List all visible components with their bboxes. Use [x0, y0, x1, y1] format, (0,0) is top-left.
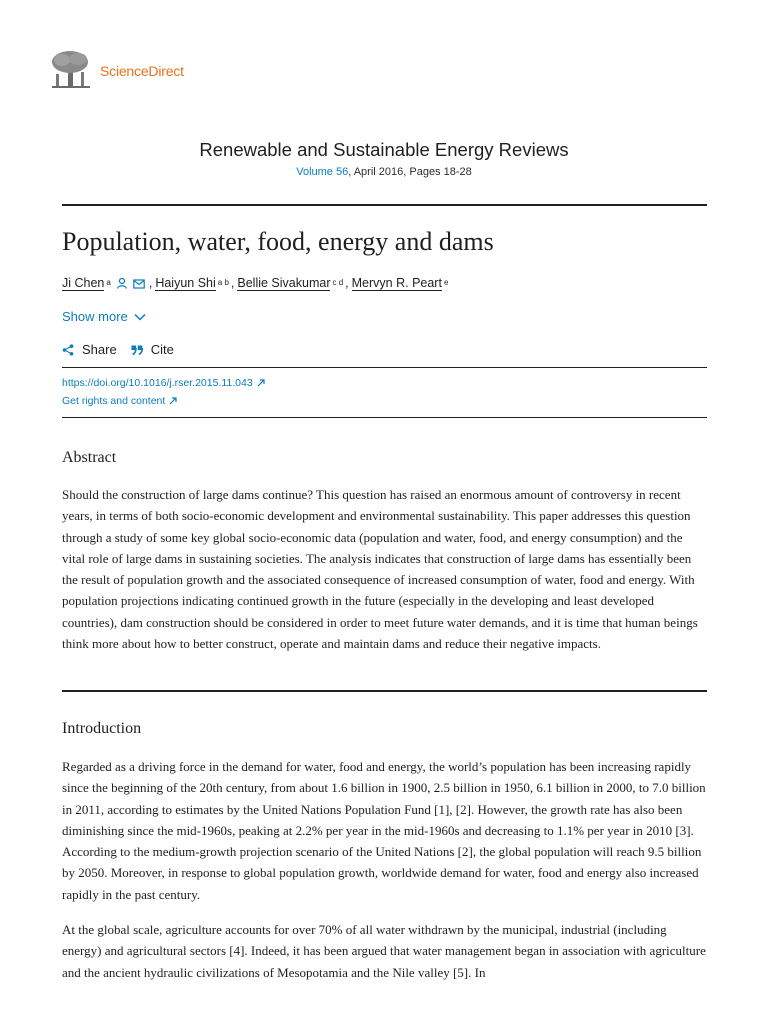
abstract-heading: Abstract — [62, 449, 117, 466]
sciencedirect-wordmark: ScienceDirect — [100, 63, 184, 79]
introduction-paragraph: At the global scale, agriculture accounts for over 70% of all water withdrawn by the municipal, industrial (including energy) and agricultural sectors [4]. Indeed, it has been argued that water management began in association with agriculture and the ancient hydraulic civilizations of Mesopotamia and the Nile valley [5]. In — [62, 922, 706, 980]
volume-link[interactable]: Volume 56 — [296, 166, 349, 178]
author-affiliation[interactable]: a — [106, 278, 111, 287]
divider — [62, 367, 707, 368]
author-link[interactable]: Haiyun Shi — [155, 276, 216, 290]
share-label: Share — [82, 342, 117, 357]
volume-info — [0, 166, 768, 178]
header-divider — [62, 204, 707, 206]
chevron-down-icon — [134, 313, 146, 321]
abstract-text: Should the construction of large dams continue? This question has raised an enormous amount of controversy in recent years, in terms of both socio-economic development and environmental sustainability. This paper addresses this question through a study of some key global socio-economic data (population and water, food, and energy consumption) and the vital role of large dams in sustaining societies. The analysis indicates that construction of large dams has essentially been the result of population growth and the associated consequence of increased consumption of water, food and energy. With population projections indicating continued growth in the future (especially in the developing and least developed countries), dam construction should be considered in order to meet future water demands, and it is time that human beings think more about how to better construct, operate and maintain dams and reduce their negative impacts. — [62, 487, 698, 652]
journal-title[interactable]: Renewable and Sustainable Energy Reviews — [199, 139, 569, 160]
author-link[interactable]: Mervyn R. Peart — [351, 276, 442, 290]
elsevier-tree-icon — [48, 48, 94, 90]
share-button[interactable] — [62, 342, 117, 357]
author-link[interactable]: Bellie Sivakumar — [237, 276, 331, 290]
divider — [62, 417, 707, 418]
quote-icon — [131, 345, 143, 355]
introduction-paragraph: Regarded as a driving force in the demand for water, food and energy, the world’s population has been increasing rapidly since the beginning of the 20th century, from about 1.6 billion in 1900, 2.5 billion in 1950, 6.1 billion in 2000, to 7.0 billion in 2011, according to estimates by the United Nations Population Fund [1], [2]. However, the growth rate has also been diminishing since the mid-1960s, peaking at 2.2% per year in the mid-1960s and decreasing to 1.1% per year in 2010 [3]. According to the medium-growth projection scenario of the United Nations [2], the global population will reach 9.5 billion by 2050. Moreover, in response to global population growth, worldwide demand for water, food and energy also increased rapidly in the past century. — [62, 759, 706, 902]
sciencedirect-logo[interactable] — [48, 48, 184, 90]
external-link-icon — [257, 379, 265, 387]
cite-label: Cite — [150, 342, 174, 357]
author-list: Ji Chen $^a$ , Haiyun Shi $^{a b}$ , Bellie Sivakumar $^{c d}$ , Mervyn R. Peart $^e$ — [62, 276, 449, 290]
external-link-icon — [169, 397, 177, 405]
rights-link[interactable] — [62, 395, 177, 407]
email-icon[interactable] — [133, 278, 145, 292]
author-affiliation[interactable]: a b — [217, 278, 229, 287]
author-affiliation[interactable]: e — [443, 278, 449, 287]
introduction-heading: Introduction — [62, 720, 142, 737]
show-more-button[interactable] — [62, 309, 146, 324]
author-link[interactable]: Ji Chen — [62, 276, 105, 290]
doi-link[interactable] — [62, 377, 265, 389]
show-more-label: Show more — [62, 309, 128, 324]
section-divider — [62, 690, 707, 692]
author-affiliation[interactable]: c d — [332, 278, 344, 287]
article-title: Population, water, food, energy and dams — [62, 227, 494, 256]
person-icon[interactable] — [116, 277, 128, 292]
article-actions — [62, 342, 188, 357]
issue-details: , April 2016, Pages 18-28 — [348, 166, 472, 178]
rights-text: Get rights and content — [62, 395, 166, 407]
cite-button[interactable] — [131, 342, 174, 357]
doi-text: https://doi.org/10.1016/j.rser.2015.11.043 — [62, 377, 253, 389]
share-icon — [62, 344, 74, 356]
